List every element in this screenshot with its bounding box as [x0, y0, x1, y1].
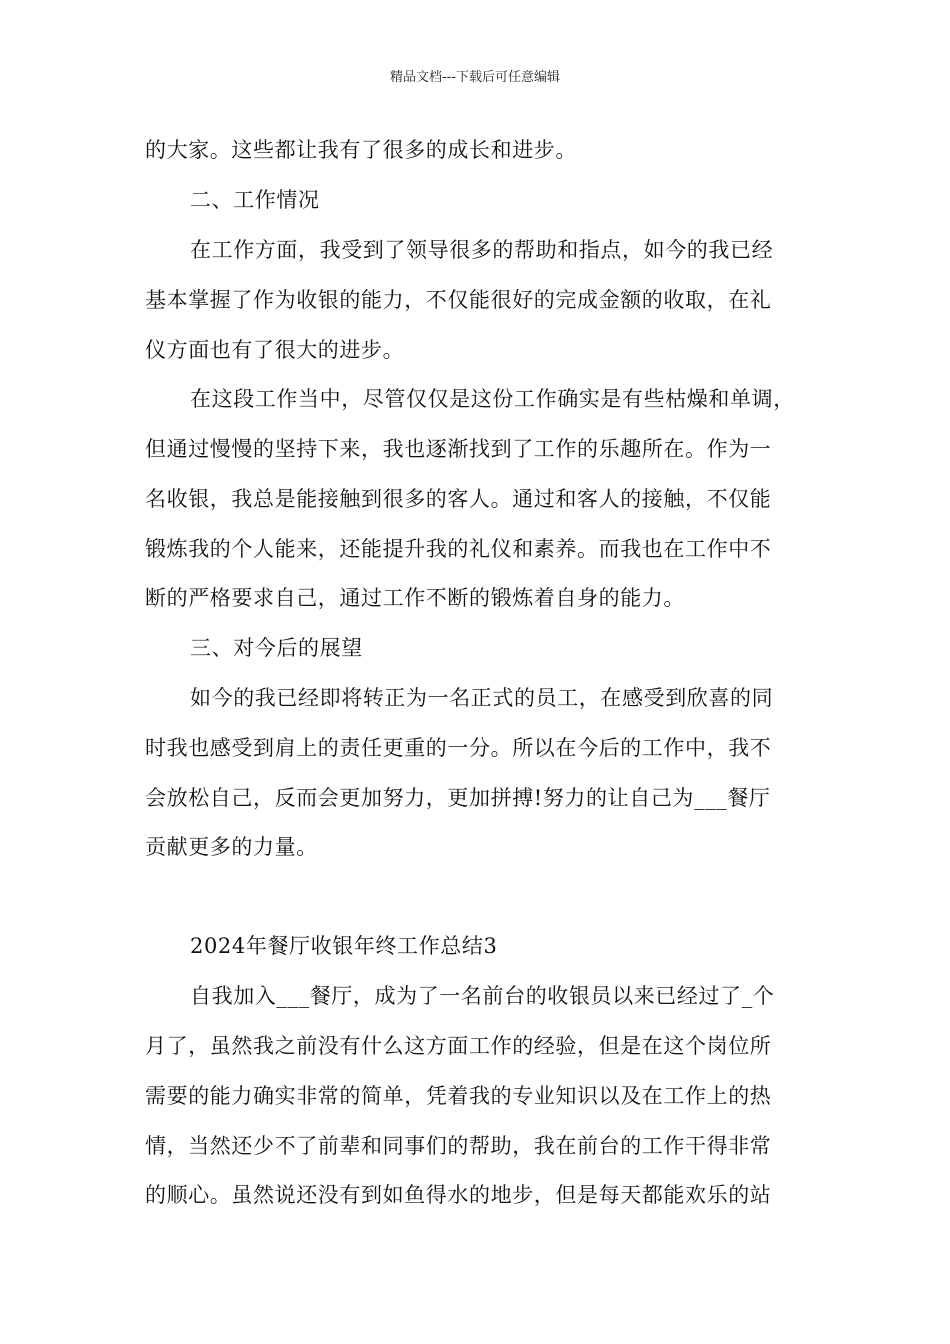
paragraph-line: 断的严格要求自己，通过工作不断的锻炼着自身的能力。: [145, 586, 685, 610]
paragraph-line: 但通过慢慢的坚持下来，我也逐渐找到了工作的乐趣所在。作为一: [145, 437, 772, 461]
paragraph-line: 名收银，我总是能接触到很多的客人。通过和客人的接触，不仅能: [145, 487, 772, 511]
paragraph-line: 情，当然还少不了前辈和同事们的帮助，我在前台的工作干得非常: [145, 1134, 772, 1158]
paragraph-line: 贡献更多的力量。: [145, 835, 318, 859]
paragraph-line: 月了，虽然我之前没有什么这方面工作的经验，但是在这个岗位所: [145, 1034, 772, 1058]
paragraph-line: 仪方面也有了很大的进步。: [145, 338, 405, 362]
section-heading: 二、工作情况: [190, 188, 320, 212]
paragraph-line: 自我加入___餐厅，成为了一名前台的收银员以来已经过了_个: [190, 984, 775, 1008]
paragraph-line: 的大家。这些都让我有了很多的成长和进步。: [145, 138, 577, 162]
paragraph-line: 在工作方面，我受到了领导很多的帮助和指点，如今的我已经: [190, 238, 774, 262]
document-title: 2024年餐厅收银年终工作总结3: [190, 934, 498, 958]
paragraph-line: 需要的能力确实非常的简单，凭着我的专业知识以及在工作上的热: [145, 1084, 772, 1108]
section-heading: 三、对今后的展望: [190, 636, 363, 660]
paragraph-line: 的顺心。虽然说还没有到如鱼得水的地步，但是每天都能欢乐的站: [145, 1183, 772, 1207]
paragraph-line: 在这段工作当中，尽管仅仅是这份工作确实是有些枯燥和单调，: [190, 387, 795, 411]
paragraph-line: 如今的我已经即将转正为一名正式的员工，在感受到欣喜的同: [190, 686, 774, 710]
page-header: 精品文档---下载后可任意编辑: [389, 70, 561, 85]
paragraph-line: 时我也感受到肩上的责任更重的一分。所以在今后的工作中，我不: [145, 736, 772, 760]
paragraph-line: 锻炼我的个人能来，还能提升我的礼仪和素养。而我也在工作中不: [145, 537, 772, 561]
paragraph-line: 会放松自己，反而会更加努力，更加拼搏!努力的让自己为___餐厅: [145, 786, 771, 810]
paragraph-line: 基本掌握了作为收银的能力，不仅能很好的完成金额的收取，在礼: [145, 288, 772, 312]
